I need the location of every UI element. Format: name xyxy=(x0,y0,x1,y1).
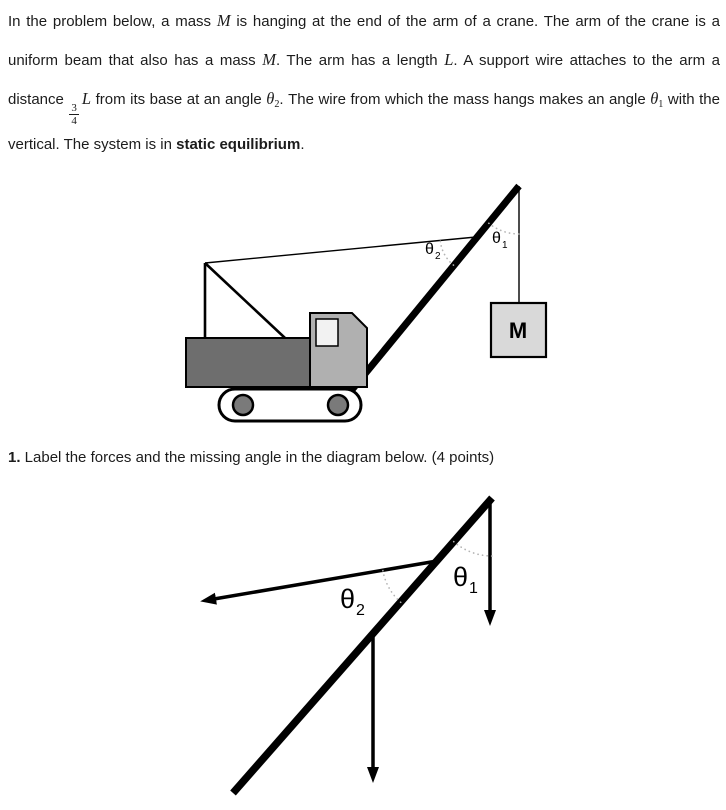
problem-statement xyxy=(8,2,720,163)
text-run: is hanging at the end of the arm of a crane. The arm of the crane is a uniform beam that also has a mass xyxy=(8,13,720,69)
crane-body xyxy=(186,338,312,387)
theta1-angle-arc xyxy=(454,542,492,556)
text-run: . xyxy=(300,136,305,154)
fraction-three-quarters xyxy=(69,102,79,128)
theta2-angle-arc xyxy=(383,570,401,602)
text-run: In the problem below, a mass xyxy=(8,13,217,30)
theta2-label: θ xyxy=(425,241,434,258)
crane-boom-arm xyxy=(346,186,519,397)
beam-arm-line xyxy=(233,498,492,793)
emphasis-static-equilibrium: static equilibrium xyxy=(176,136,301,154)
text-run: . A support wire attaches to the arm a distance xyxy=(8,51,720,108)
text-run: with the vertical. The system is in xyxy=(8,90,720,154)
math-var-mass: M xyxy=(216,11,231,30)
track-wheel-left xyxy=(233,395,253,415)
track-wheel-right xyxy=(328,395,348,415)
free-body-diagram xyxy=(0,480,726,810)
text-run: from its base at an angle xyxy=(91,90,267,108)
theta1-label-subscript: 1 xyxy=(469,580,478,597)
math-var-length: L xyxy=(81,88,92,108)
math-var-theta2: θ xyxy=(266,88,275,108)
text-run: . The arm has a length xyxy=(275,51,445,69)
crane-diagram xyxy=(0,175,726,435)
fraction-numerator: 3 xyxy=(71,101,77,114)
theta2-label-subscript: 2 xyxy=(435,251,441,262)
theta1-label-subscript: 1 xyxy=(502,240,508,251)
math-var-length: L xyxy=(444,49,454,69)
theta1-label: θ xyxy=(492,230,501,247)
text-run: . The wire from which the mass hangs makes an angle xyxy=(279,90,651,108)
theta1-label: θ xyxy=(453,562,469,592)
cab-window xyxy=(316,319,338,346)
math-var-mass: M xyxy=(262,49,276,69)
math-var-theta1: θ xyxy=(650,88,659,108)
question-number: 1. xyxy=(8,449,21,466)
math-var-theta1-subscript: 1 xyxy=(658,98,664,110)
theta2-angle-arc xyxy=(440,240,453,265)
question-1 xyxy=(8,449,494,466)
math-var-theta2-subscript: 2 xyxy=(274,98,280,110)
theta2-label-subscript: 2 xyxy=(356,602,365,619)
theta2-label: θ xyxy=(340,584,356,614)
mass-label: M xyxy=(508,318,528,343)
question-text: Label the forces and the missing angle in the diagram below. (4 points) xyxy=(20,449,495,466)
fraction-denominator: 4 xyxy=(71,114,77,127)
